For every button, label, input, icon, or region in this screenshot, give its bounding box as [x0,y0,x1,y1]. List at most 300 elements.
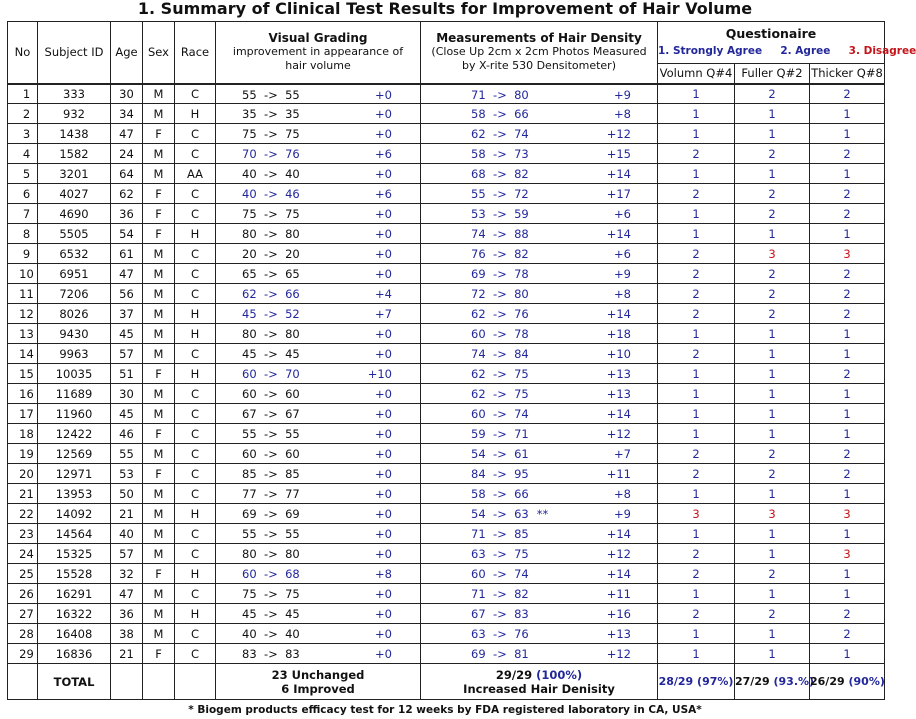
cell-q4: 1 [658,424,735,444]
visual-before: 55 [242,527,257,541]
visual-diff: +0 [375,347,392,361]
density-before: 54 [471,507,486,521]
density-diff: +13 [606,387,631,401]
density-before: 76 [471,247,486,261]
density-diff: +11 [606,467,631,481]
legend-agree: 2. Agree [780,45,831,57]
visual-diff: +0 [375,127,392,141]
visual-after: 35 [285,107,300,121]
visual-before: 55 [242,427,257,441]
cell-race: C [175,264,216,284]
visual-diff: +10 [367,367,392,381]
density-after: 85 [514,527,529,541]
density-diff: +18 [606,327,631,341]
visual-after: 80 [285,547,300,561]
cell-q8: 1 [810,484,885,504]
cell-q2: 3 [735,504,810,524]
cell-race: C [175,384,216,404]
cell-q2: 1 [735,424,810,444]
density-diff: +8 [614,487,631,501]
density-after: 75 [514,367,529,381]
cell-hair-density [421,264,658,284]
visual-after: 40 [285,167,300,181]
cell-q4: 3 [658,504,735,524]
cell-hair-density [421,324,658,344]
arrow: -> [263,367,278,381]
cell-sex: M [143,444,175,464]
cell-q8: 1 [810,344,885,364]
density-before-after [471,447,537,461]
cell-q4: 1 [658,84,735,104]
visual-before: 40 [242,627,257,641]
total-no-cell [8,664,38,700]
questionnaire-legend [658,44,916,58]
cell-race: C [175,84,216,104]
cell-visual-grading [216,384,421,404]
cell-q4: 1 [658,524,735,544]
cell-q8: 3 [810,544,885,564]
arrow: -> [263,467,278,481]
cell-q2: 1 [735,364,810,384]
cell-race: H [175,504,216,524]
cell-no: 13 [8,324,38,344]
table-row [8,204,885,224]
cell-subject-id: 6951 [38,264,111,284]
header-subject-id: Subject ID [38,22,111,84]
visual-before: 45 [242,347,257,361]
cell-sex: M [143,484,175,504]
cell-q4: 1 [658,104,735,124]
density-before-after [471,627,537,641]
cell-age: 47 [111,264,143,284]
cell-age: 45 [111,404,143,424]
cell-age: 62 [111,184,143,204]
results-body [8,84,885,664]
density-before: 62 [471,387,486,401]
cell-hair-density [421,344,658,364]
visual-before-after [242,607,300,621]
cell-visual-grading [216,104,421,124]
cell-q2: 2 [735,284,810,304]
cell-race: C [175,444,216,464]
density-diff: +14 [606,407,631,421]
table-row [8,84,885,104]
total-race-cell [175,664,216,700]
cell-age: 21 [111,504,143,524]
cell-age: 34 [111,104,143,124]
table-row [8,424,885,444]
visual-before-after [242,387,300,401]
density-before-after [471,247,537,261]
cell-visual-grading [216,184,421,204]
arrow: -> [492,267,507,281]
arrow: -> [263,647,278,661]
cell-q8: 1 [810,424,885,444]
visual-before-after [242,267,300,281]
cell-no: 14 [8,344,38,364]
cell-q8: 1 [810,104,885,124]
visual-diff: +0 [375,207,392,221]
arrow: -> [492,127,507,141]
cell-q4: 2 [658,564,735,584]
arrow: -> [492,427,507,441]
cell-q4: 2 [658,344,735,364]
cell-q8: 1 [810,224,885,244]
visual-diff: +0 [375,527,392,541]
table-row [8,324,885,344]
visual-diff: +0 [375,587,392,601]
cell-q4: 1 [658,404,735,424]
arrow: -> [492,227,507,241]
total-q4 [658,664,735,700]
density-before-after [471,527,537,541]
cell-subject-id: 16836 [38,644,111,664]
visual-before: 75 [242,587,257,601]
cell-sex: M [143,544,175,564]
cell-no: 1 [8,84,38,104]
visual-before-after [242,107,300,121]
cell-hair-density [421,624,658,644]
cell-age: 50 [111,484,143,504]
density-after: 83 [514,607,529,621]
cell-q4: 2 [658,264,735,284]
cell-race: C [175,644,216,664]
density-diff: +12 [606,427,631,441]
density-diff: +8 [614,287,631,301]
visual-before-after [242,367,300,381]
cell-visual-grading [216,644,421,664]
density-after: 75 [514,547,529,561]
cell-age: 21 [111,644,143,664]
visual-after: 52 [285,307,300,321]
cell-q8: 1 [810,164,885,184]
total-density-label: Increased Hair Denisity [463,681,615,696]
density-after: 84 [514,347,529,361]
density-before-after [471,167,537,181]
cell-visual-grading [216,504,421,524]
cell-sex: M [143,524,175,544]
cell-hair-density [421,124,658,144]
arrow: -> [263,627,278,641]
visual-before: 70 [242,147,257,161]
table-row [8,464,885,484]
density-diff: +8 [614,107,631,121]
arrow: -> [492,407,507,421]
cell-sex: M [143,164,175,184]
cell-hair-density [421,364,658,384]
table-row [8,164,885,184]
table-row [8,264,885,284]
visual-diff: +0 [375,227,392,241]
header-q4: Volumn Q#4 [658,64,735,84]
cell-no: 28 [8,624,38,644]
density-before: 68 [471,167,486,181]
arrow: -> [492,447,507,461]
visual-diff: +0 [375,87,392,102]
cell-age: 56 [111,284,143,304]
visual-after: 75 [285,587,300,601]
table-row [8,544,885,564]
cell-q2: 1 [735,484,810,504]
cell-sex: M [143,604,175,624]
visual-after: 55 [285,427,300,441]
results-table [7,21,916,700]
visual-before: 60 [242,367,257,381]
cell-sex: M [143,584,175,604]
density-diff: +14 [606,527,631,541]
density-before-after [471,467,537,481]
visual-diff: +0 [375,547,392,561]
cell-visual-grading [216,564,421,584]
cell-q8: 1 [810,524,885,544]
arrow: -> [263,167,278,181]
cell-visual-grading [216,324,421,344]
cell-subject-id: 4027 [38,184,111,204]
cell-visual-grading [216,224,421,244]
visual-before-after [242,207,300,221]
total-density-pct: (100%) [536,667,583,682]
total-label: TOTAL [38,664,111,700]
density-after: 76 [514,307,529,321]
visual-after: 69 [285,507,300,521]
header-density-title: Measurements of Hair Density [436,31,642,46]
cell-q2: 1 [735,384,810,404]
total-q4-pct: (97%) [697,674,734,688]
density-after: 66 [514,107,529,121]
density-before: 74 [471,227,486,241]
cell-race: C [175,424,216,444]
density-before-after [471,147,537,161]
visual-before-after [242,467,300,481]
visual-diff: +0 [375,507,392,521]
table-row [8,364,885,384]
cell-sex: M [143,344,175,364]
density-before: 84 [471,467,486,481]
visual-before: 62 [242,287,257,301]
cell-sex: M [143,264,175,284]
density-diff: +9 [614,507,631,521]
header-questionnaire-title: Questionaire [725,26,817,41]
cell-q8: 1 [810,384,885,404]
visual-before: 69 [242,507,257,521]
cell-age: 46 [111,424,143,444]
arrow: -> [492,187,507,201]
cell-race: C [175,464,216,484]
cell-no: 29 [8,644,38,664]
density-after: 63 [514,507,529,521]
total-q8-pct: (90%) [848,674,885,688]
cell-q4: 1 [658,364,735,384]
cell-visual-grading [216,404,421,424]
density-before-after [471,127,537,141]
visual-diff: +0 [375,167,392,181]
cell-race: H [175,224,216,244]
density-before: 60 [471,407,486,421]
arrow: -> [263,267,278,281]
total-visual-unchanged: 23 Unchanged [271,667,365,682]
cell-q4: 1 [658,124,735,144]
visual-diff: +4 [375,287,392,301]
density-before-after [471,407,537,421]
visual-before-after [242,547,300,561]
cell-q4: 2 [658,604,735,624]
cell-no: 8 [8,224,38,244]
cell-age: 47 [111,584,143,604]
density-diff: +12 [606,647,631,661]
density-after: 74 [514,127,529,141]
cell-age: 30 [111,384,143,404]
cell-race: C [175,204,216,224]
cell-subject-id: 932 [38,104,111,124]
cell-q8: 1 [810,124,885,144]
cell-visual-grading [216,124,421,144]
cell-q4: 1 [658,384,735,404]
cell-no: 10 [8,264,38,284]
cell-visual-grading [216,444,421,464]
header-questionnaire [658,22,916,64]
visual-after: 55 [285,527,300,541]
density-diff: +14 [606,167,631,181]
cell-visual-grading [216,344,421,364]
total-row [8,664,885,700]
density-diff: +14 [606,227,631,241]
visual-after: 75 [285,207,300,221]
cell-age: 38 [111,624,143,644]
cell-race: C [175,584,216,604]
density-after: 80 [514,287,529,301]
table-row [8,104,885,124]
arrow: -> [492,327,507,341]
cell-no: 16 [8,384,38,404]
cell-q2: 1 [735,584,810,604]
visual-after: 46 [285,187,300,201]
density-before: 71 [471,527,486,541]
cell-no: 4 [8,144,38,164]
cell-q4: 1 [658,224,735,244]
density-diff: +17 [606,187,631,201]
visual-after: 85 [285,467,300,481]
visual-before: 45 [242,307,257,321]
density-after: 76 [514,627,529,641]
cell-race: C [175,144,216,164]
cell-q4: 1 [658,644,735,664]
cell-visual-grading [216,264,421,284]
visual-after: 67 [285,407,300,421]
cell-q8: 2 [810,464,885,484]
cell-q2: 1 [735,524,810,544]
visual-diff: +0 [375,267,392,281]
density-before: 62 [471,307,486,321]
cell-hair-density [421,304,658,324]
cell-sex: F [143,204,175,224]
cell-race: C [175,404,216,424]
density-after: 73 [514,147,529,161]
cell-no: 20 [8,464,38,484]
table-row [8,344,885,364]
arrow: -> [492,367,507,381]
arrow: -> [263,347,278,361]
cell-race: C [175,244,216,264]
arrow: -> [263,247,278,261]
cell-q8: 2 [810,284,885,304]
arrow: -> [492,307,507,321]
density-diff: +6 [614,247,631,261]
density-diff: +12 [606,127,631,141]
total-density-count: 29/29 [495,667,533,682]
arrow: -> [263,447,278,461]
cell-age: 30 [111,84,143,104]
cell-q8: 1 [810,564,885,584]
cell-race: C [175,284,216,304]
cell-q8: 1 [810,404,885,424]
cell-visual-grading [216,584,421,604]
cell-q4: 2 [658,284,735,304]
arrow: -> [263,227,278,241]
visual-after: 40 [285,627,300,641]
density-diff: +10 [606,347,631,361]
table-row [8,524,885,544]
cell-no: 24 [8,544,38,564]
density-before: 62 [471,367,486,381]
cell-visual-grading [216,164,421,184]
cell-q2: 2 [735,204,810,224]
visual-before-after [242,567,300,581]
density-after: 74 [514,567,529,581]
visual-before-after [242,627,300,641]
visual-after: 66 [285,287,300,301]
arrow: -> [492,247,507,261]
cell-q2: 2 [735,464,810,484]
header-density-subtitle: (Close Up 2cm x 2cm Photos Measured by X-rite 530 Densitometer) [431,45,647,73]
header-sex: Sex [143,22,175,84]
cell-hair-density [421,604,658,624]
cell-q8: 1 [810,324,885,344]
cell-q2: 2 [735,444,810,464]
cell-subject-id: 11960 [38,404,111,424]
density-before: 60 [471,327,486,341]
cell-q8: 2 [810,264,885,284]
table-row [8,584,885,604]
density-diff: +9 [614,267,631,281]
cell-hair-density [421,524,658,544]
visual-before-after [242,227,300,241]
cell-age: 55 [111,444,143,464]
arrow: -> [492,387,507,401]
arrow: -> [492,107,507,121]
cell-visual-grading [216,544,421,564]
cell-age: 64 [111,164,143,184]
total-density [421,664,658,700]
page-title: 1. Summary of Clinical Test Results for Improvement of Hair Volume [137,0,753,18]
density-after: 61 [514,447,529,461]
table-row [8,604,885,624]
arrow: -> [263,187,278,201]
cell-q2: 2 [735,304,810,324]
density-diff: +13 [606,367,631,381]
cell-subject-id: 13953 [38,484,111,504]
cell-q8: 2 [810,184,885,204]
density-before-after [471,227,537,241]
visual-before-after [242,327,300,341]
cell-race: C [175,344,216,364]
cell-visual-grading [216,364,421,384]
density-before: 55 [471,187,486,201]
arrow: -> [492,507,507,521]
arrow: -> [492,627,507,641]
cell-no: 9 [8,244,38,264]
visual-before-after [242,347,300,361]
table-row [8,404,885,424]
